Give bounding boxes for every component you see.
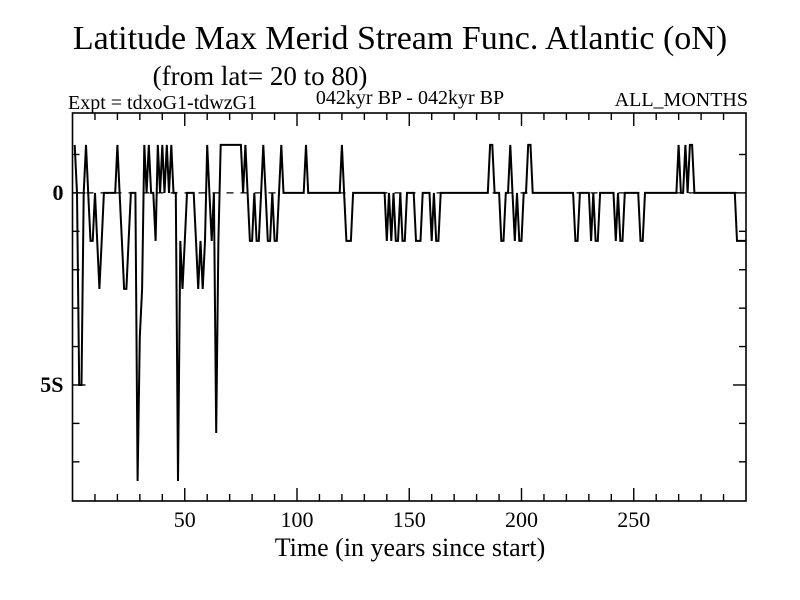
chart-title: Latitude Max Merid Stream Func. Atlantic (oN) — [72, 20, 728, 57]
chart-subtitle: (from lat= 20 to 80) — [152, 61, 368, 91]
x-axis-label: Time (in years since start) — [274, 533, 546, 562]
x-tick-label: 100 — [280, 507, 314, 532]
data-series-line — [75, 145, 746, 481]
plot-frame — [73, 113, 747, 501]
x-tick-label: 200 — [505, 507, 538, 532]
experiment-label: Expt = tdxoG1-tdwzG1 — [68, 92, 258, 114]
x-tick-label: 250 — [617, 507, 651, 532]
months-label: ALL_MONTHS — [614, 89, 748, 111]
y-tick-label: 5S — [40, 371, 64, 397]
x-tick-label: 150 — [392, 507, 426, 532]
x-tick-label: 50 — [173, 507, 196, 532]
y-tick-label: 0 — [52, 179, 64, 205]
time-period-label: 042kyr BP - 042kyr BP — [315, 87, 505, 109]
